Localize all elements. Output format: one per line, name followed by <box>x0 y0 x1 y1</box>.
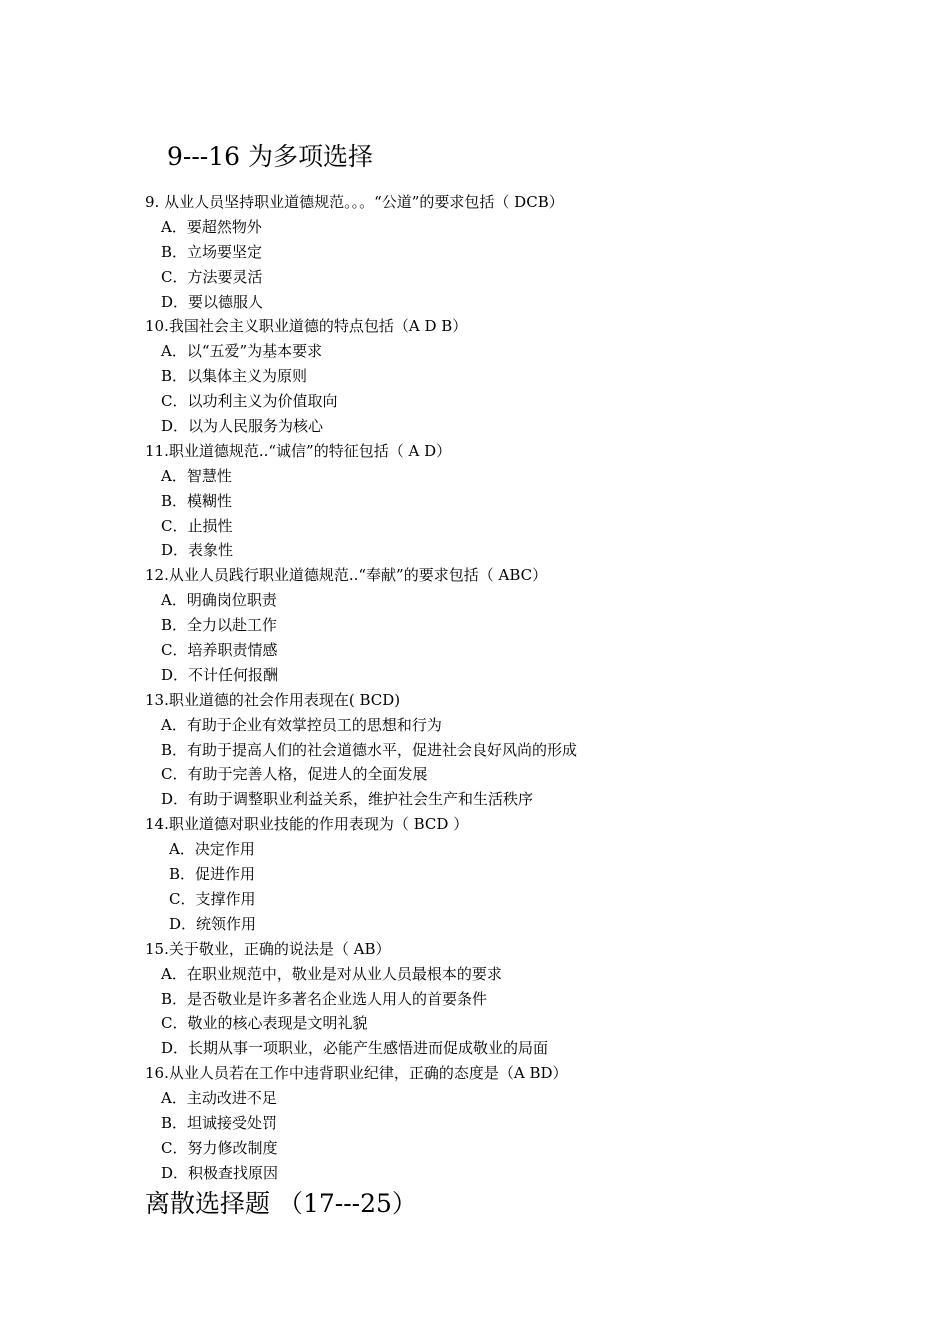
option-a: A．要超然物外 <box>161 217 262 236</box>
option-b: B．模糊性 <box>161 491 233 510</box>
option-d: D．长期从事一项职业，必能产生感悟进而促成敬业的局面 <box>161 1039 549 1058</box>
option-a: A．在职业规范中，敬业是对从业人员最根本的要求 <box>161 964 502 983</box>
option-c: C．有助于完善人格，促进人的全面发展 <box>161 765 428 784</box>
option-c: C．努力修改制度 <box>161 1138 278 1157</box>
option-d: D．统领作用 <box>169 914 257 933</box>
option-d: D．以为人民服务为核心 <box>161 417 324 436</box>
option-b: B．有助于提高人们的社会道德水平，促进社会良好风尚的形成 <box>161 740 578 759</box>
question-16 <box>145 1061 905 1185</box>
option-d: D．积极查找原因 <box>161 1163 279 1182</box>
option-b: B．全力以赴工作 <box>161 616 278 635</box>
option-b: B．是否敬业是许多著名企业选人用人的首要条件 <box>161 989 488 1008</box>
question-15 <box>145 937 905 1061</box>
question-stem: 14.职业道德对职业技能的作用表现为（ BCD ） <box>145 815 469 834</box>
question-11 <box>145 439 905 563</box>
option-a: A．决定作用 <box>169 840 255 859</box>
option-a: A．主动改进不足 <box>161 1089 277 1108</box>
option-b: B．以集体主义为原则 <box>161 367 308 386</box>
section-heading-multiple-choice: 9---16 为多项选择 <box>167 142 374 171</box>
option-c: C．支撑作用 <box>169 889 256 908</box>
option-b: B．坦诚接受处罚 <box>161 1113 278 1132</box>
option-a: A．以“五爱”为基本要求 <box>161 342 323 361</box>
question-14 <box>145 812 905 936</box>
question-13 <box>145 688 905 812</box>
section-heading-discrete-choice: 离散选择题 （17---25） <box>145 1189 417 1218</box>
question-12 <box>145 563 905 687</box>
option-d: D．有助于调整职业利益关系，维护社会生产和生活秩序 <box>161 790 534 809</box>
option-c: C．止损性 <box>161 516 233 535</box>
option-c: C．以功利主义为价值取向 <box>161 392 338 411</box>
question-stem: 10.我国社会主义职业道德的特点包括（A D B） <box>145 317 468 336</box>
option-c: C．敬业的核心表现是文明礼貌 <box>161 1014 368 1033</box>
option-d: D．要以德服人 <box>161 292 264 311</box>
option-c: C．培养职责情感 <box>161 641 278 660</box>
option-b: B．立场要坚定 <box>161 242 263 261</box>
option-a: A．明确岗位职责 <box>161 591 277 610</box>
question-list <box>145 190 905 1186</box>
question-stem: 12.从业人员践行职业道德规范..“奉献”的要求包括（ ABC） <box>145 566 548 585</box>
option-d: D．不计任何报酬 <box>161 665 279 684</box>
option-d: D．表象性 <box>161 541 234 560</box>
option-c: C．方法要灵活 <box>161 267 263 286</box>
option-a: A．智慧性 <box>161 466 232 485</box>
option-a: A．有助于企业有效掌控员工的思想和行为 <box>161 715 442 734</box>
option-b: B．促进作用 <box>169 865 256 884</box>
question-stem: 16.从业人员若在工作中违背职业纪律，正确的态度是（A BD） <box>145 1064 568 1083</box>
question-stem: 11.职业道德规范..“诚信”的特征包括（ A D） <box>145 441 452 460</box>
question-stem: 13.职业道德的社会作用表现在( BCD) <box>145 690 401 709</box>
question-stem: 9. 从业人员坚持职业道德规范。。。“公道”的要求包括（ DCB） <box>145 193 564 211</box>
question-9 <box>145 190 905 314</box>
question-stem: 15.关于敬业，正确的说法是（ AB） <box>145 939 391 958</box>
question-10 <box>145 314 905 438</box>
